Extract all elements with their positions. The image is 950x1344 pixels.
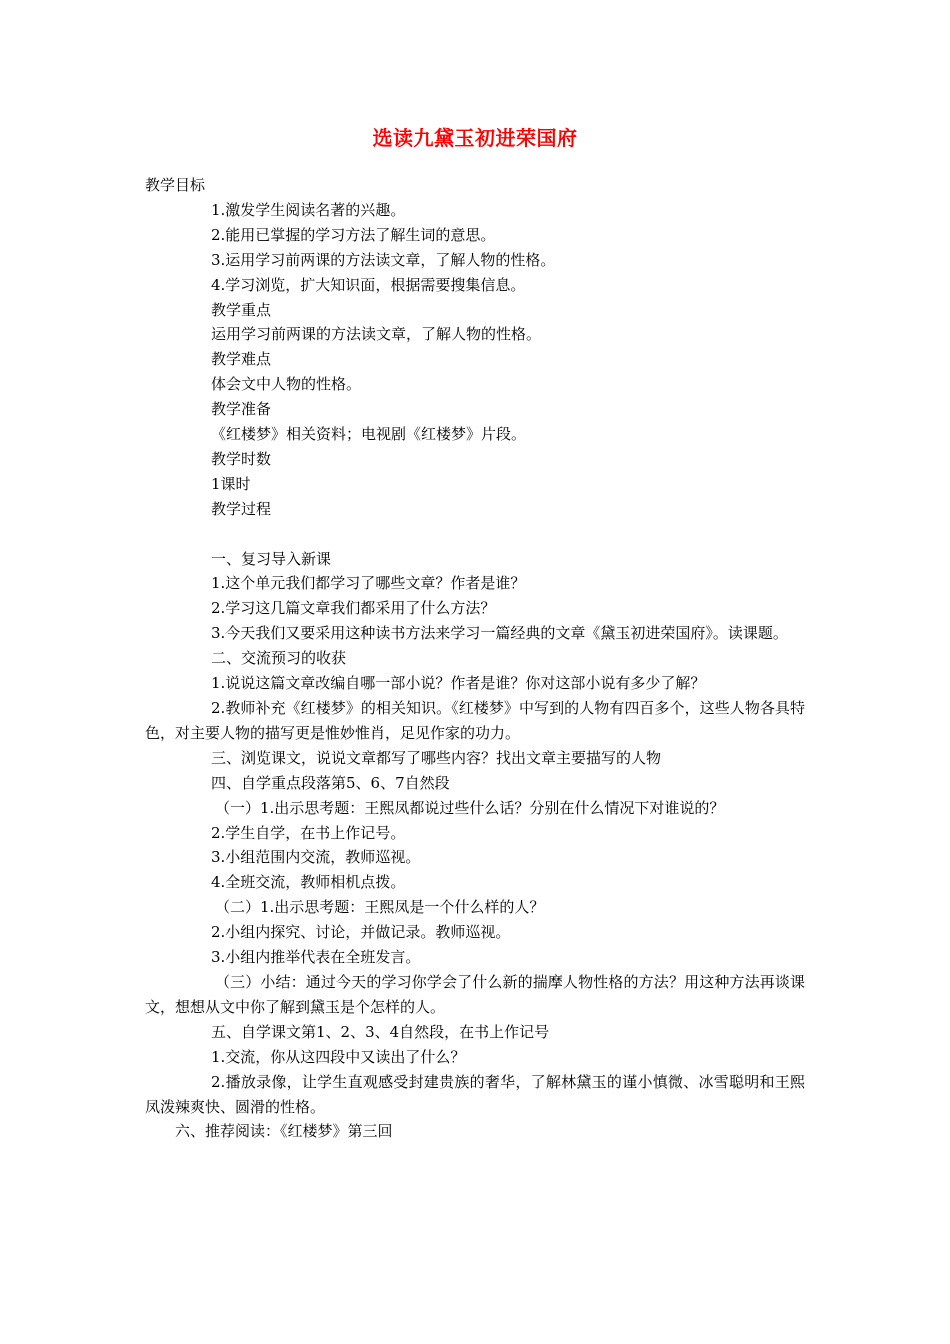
step-item: 1.交流，你从这四段中又读出了什么？ [211, 1047, 466, 1066]
difficulties-text: 体会文中人物的性格。 [211, 375, 362, 394]
step-item: 2.小组内探究、讨论，并做记录。教师巡视。 [211, 923, 511, 942]
step-heading: 五、自学课文第1、2、3、4自然段，在书上作记号 [211, 1022, 550, 1041]
objective-item: 4.学习浏览，扩大知识面，根据需要搜集信息。 [211, 275, 526, 294]
step-item: 4.全班交流，教师相机点拨。 [211, 873, 406, 892]
step-item: 2.学生自学，在书上作记号。 [211, 823, 406, 842]
step-heading: 三、浏览课文，说说文章都写了哪些内容？找出文章主要描写的人物 [211, 748, 662, 767]
objective-item: 1.激发学生阅读名著的兴趣。 [211, 200, 406, 219]
step-item: 2.播放录像，让学生直观感受封建贵族的奢华，了解林黛玉的谨小慎微、冰雪聪明和王熙凤泼辣爽快、圆滑的性格。 [145, 1072, 805, 1116]
step-heading: 一、复习导入新课 [211, 549, 332, 568]
summary-text: （三）小结：通过今天的学习你学会了什么新的揣摩人物性格的方法？用这种方法再谈课文，想想从文中你了解到黛玉是个怎样的人。 [145, 972, 805, 1016]
recommended-reading: 六、推荐阅读：《红楼梦》第三回 [175, 1122, 393, 1141]
section-heading-difficulties: 教学难点 [211, 350, 272, 369]
step-item: 3.小组范围内交流，教师巡视。 [211, 848, 421, 867]
step-heading: 二、交流预习的收获 [211, 649, 347, 668]
objective-item: 3.运用学习前两课的方法读文章，了解人物的性格。 [211, 250, 556, 269]
objective-item: 2.能用已掌握的学习方法了解生词的意思。 [211, 225, 496, 244]
step-item: 1.说说这篇文章改编自哪一部小说？作者是谁？你对这部小说有多少了解？ [211, 674, 706, 693]
section-heading-key-points: 教学重点 [211, 300, 272, 319]
step-heading: 四、自学重点段落第5、6、7自然段 [211, 773, 450, 792]
step-item: 2.学习这几篇文章我们都采用了什么方法？ [211, 599, 496, 618]
step-item: 3.小组内推举代表在全班发言。 [211, 948, 421, 967]
step-item: 2.教师补充《红楼梦》的相关知识。《红楼梦》中写到的人物有四百多个，这些人物各具特色，对主要人物的描写更是惟妙惟肖，足见作家的功力。 [145, 699, 805, 742]
step-item: 3.今天我们又要采用这种读书方法来学习一篇经典的文章《黛玉初进荣国府》。读课题。 [211, 624, 788, 643]
section-heading-process: 教学过程 [211, 499, 272, 518]
key-points-text: 运用学习前两课的方法读文章，了解人物的性格。 [211, 325, 542, 344]
document-body [145, 173, 805, 1144]
section-heading-preparation: 教学准备 [211, 400, 272, 419]
step-item: 1.这个单元我们都学习了哪些文章？作者是谁？ [211, 574, 526, 593]
hours-text: 1课时 [211, 474, 251, 493]
step-item: （一）1.出示思考题：王熙凤都说过些什么话？分别在什么情况下对谁说的？ [215, 798, 725, 817]
blank-line [145, 522, 805, 547]
section-heading-objectives: 教学目标 [145, 176, 206, 194]
preparation-text: 《红楼梦》相关资料；电视剧《红楼梦》片段。 [211, 425, 527, 444]
step-item: （二）1.出示思考题：王熙凤是一个什么样的人？ [215, 898, 545, 917]
document-title: 选读九黛玉初进荣国府 [372, 126, 578, 150]
section-heading-hours: 教学时数 [211, 449, 272, 468]
